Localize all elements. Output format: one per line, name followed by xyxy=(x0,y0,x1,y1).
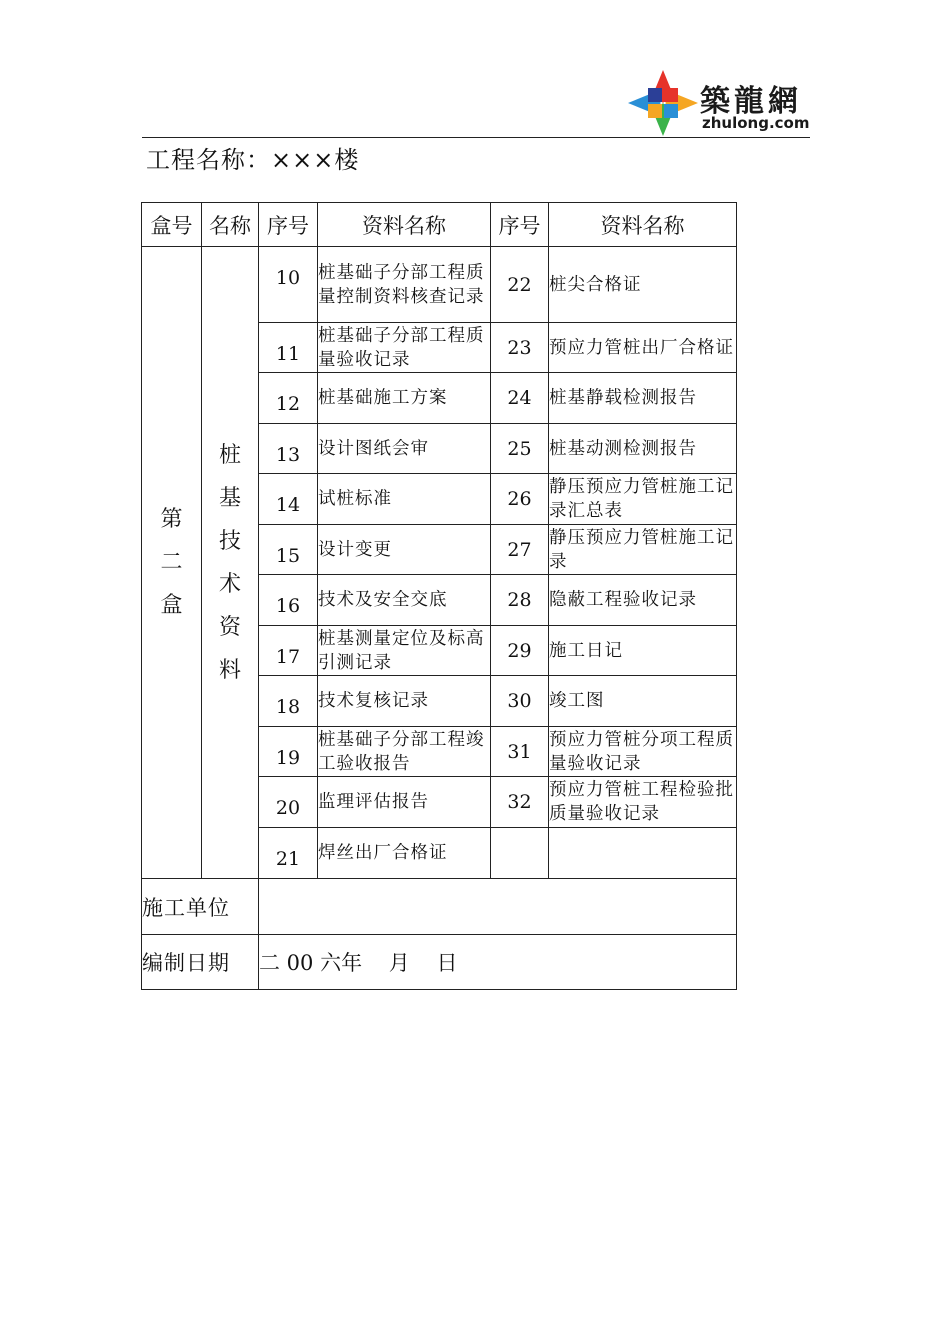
category-label-char: 基 xyxy=(218,485,241,511)
doc-name: 设计变更 xyxy=(318,525,491,575)
doc-name: 设计图纸会审 xyxy=(318,424,491,474)
seq-number: 17 xyxy=(259,626,318,676)
category-label-char: 料 xyxy=(218,657,241,683)
seq-number: 10 xyxy=(259,247,318,323)
category-label-cell xyxy=(202,247,259,879)
construction-unit-label: 施工单位 xyxy=(142,879,259,935)
box-label-cell xyxy=(142,247,202,879)
seq-number: 30 xyxy=(491,676,549,727)
doc-name xyxy=(549,828,737,879)
seq-number: 28 xyxy=(491,575,549,626)
doc-name: 静压预应力管桩施工记录汇总表 xyxy=(549,474,737,525)
compile-date-label: 编制日期 xyxy=(142,935,259,990)
seq-number xyxy=(491,828,549,879)
doc-name: 桩基测量定位及标高引测记录 xyxy=(318,626,491,676)
zhulong-logo xyxy=(626,68,816,138)
header-doc-name-2: 资料名称 xyxy=(549,203,737,247)
footer-row-unit xyxy=(142,879,737,935)
doc-name: 技术复核记录 xyxy=(318,676,491,727)
doc-name: 桩基静载检测报告 xyxy=(549,373,737,424)
seq-number: 20 xyxy=(259,777,318,828)
seq-number: 24 xyxy=(491,373,549,424)
header-name: 名称 xyxy=(202,203,259,247)
table-row xyxy=(142,247,737,323)
compile-date-value: 二 00 六年 月 日 xyxy=(259,935,737,990)
seq-number: 14 xyxy=(259,474,318,525)
seq-number: 21 xyxy=(259,828,318,879)
doc-name: 桩基动测检测报告 xyxy=(549,424,737,474)
seq-number: 12 xyxy=(259,373,318,424)
doc-name: 预应力管桩分项工程质量验收记录 xyxy=(549,727,737,777)
doc-name: 技术及安全交底 xyxy=(318,575,491,626)
doc-name: 试桩标准 xyxy=(318,474,491,525)
doc-name: 隐蔽工程验收记录 xyxy=(549,575,737,626)
doc-name: 静压预应力管桩施工记录 xyxy=(549,525,737,575)
doc-name: 预应力管桩工程检验批质量验收记录 xyxy=(549,777,737,828)
seq-number: 18 xyxy=(259,676,318,727)
doc-name: 施工日记 xyxy=(549,626,737,676)
logo-text-en: zhulong.com xyxy=(702,114,810,132)
doc-name: 桩基础子分部工程竣工验收报告 xyxy=(318,727,491,777)
category-label-char: 技 xyxy=(218,528,241,554)
seq-number: 15 xyxy=(259,525,318,575)
seq-number: 16 xyxy=(259,575,318,626)
seq-number: 11 xyxy=(259,323,318,373)
seq-number: 25 xyxy=(491,424,549,474)
header-divider xyxy=(142,137,810,138)
doc-name: 竣工图 xyxy=(549,676,737,727)
footer-row-date xyxy=(142,935,737,990)
logo-text-cn: 築龍網 xyxy=(700,84,802,119)
header-seq-2: 序号 xyxy=(491,203,549,247)
doc-name: 桩基础子分部工程质量控制资料核查记录 xyxy=(318,247,491,323)
seq-number: 26 xyxy=(491,474,549,525)
doc-name: 桩尖合格证 xyxy=(549,247,737,323)
doc-name: 预应力管桩出厂合格证 xyxy=(549,323,737,373)
seq-number: 29 xyxy=(491,626,549,676)
header-box-no: 盒号 xyxy=(142,203,202,247)
category-label-char: 桩 xyxy=(218,442,241,468)
box-label-char: 第 xyxy=(160,507,183,532)
zhulong-star-icon xyxy=(626,68,700,138)
seq-number: 31 xyxy=(491,727,549,777)
category-label-char: 术 xyxy=(218,571,241,597)
box-label-char: 盒 xyxy=(160,593,183,618)
doc-name: 焊丝出厂合格证 xyxy=(318,828,491,879)
project-title: 工程名称：×××楼 xyxy=(146,146,360,174)
seq-number: 32 xyxy=(491,777,549,828)
seq-number: 23 xyxy=(491,323,549,373)
doc-name: 桩基础施工方案 xyxy=(318,373,491,424)
header-doc-name-1: 资料名称 xyxy=(318,203,491,247)
construction-unit-value xyxy=(259,879,737,935)
seq-number: 19 xyxy=(259,727,318,777)
category-label-char: 资 xyxy=(218,614,241,640)
table-header-row xyxy=(142,203,737,247)
seq-number: 27 xyxy=(491,525,549,575)
doc-name: 监理评估报告 xyxy=(318,777,491,828)
seq-number: 22 xyxy=(491,247,549,323)
doc-name: 桩基础子分部工程质量验收记录 xyxy=(318,323,491,373)
header-seq-1: 序号 xyxy=(259,203,318,247)
seq-number: 13 xyxy=(259,424,318,474)
box-label-char: 二 xyxy=(160,550,183,575)
document-table xyxy=(141,202,737,990)
